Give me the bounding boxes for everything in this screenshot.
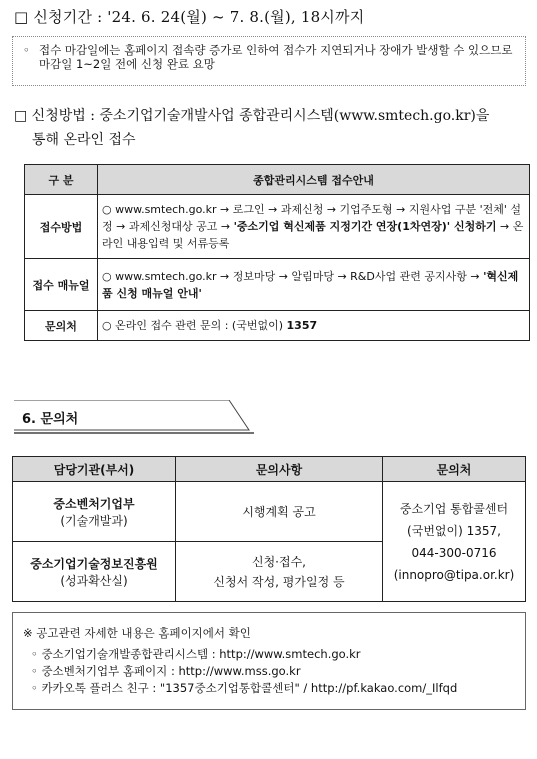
method-line2: 통해 온라인 접수	[32, 132, 136, 148]
link-kakao[interactable]: ◦ 카카오톡 플러스 친구 : "1357중소기업통합콜센터" / http://pf.kakao.com/_Ilfqd	[31, 681, 458, 695]
row-label-manual: 접수 매뉴얼	[25, 259, 98, 311]
org-dept: (기술개발과)	[60, 513, 128, 528]
org-cell-tipa	[13, 542, 176, 602]
row-text-contact: ○ 온라인 접수 관련 문의 : (국번없이) 1357	[98, 311, 530, 341]
row-label-method: 접수방법	[25, 195, 98, 259]
application-period: □ 신청기간 : '24. 6. 24(월) ~ 7. 8.(월), 18시까지	[14, 8, 365, 26]
org-cell-mss	[13, 482, 176, 542]
section6-heading	[14, 400, 254, 434]
notice-bullet: ◦	[23, 43, 30, 57]
submission-guide-table	[24, 164, 530, 341]
homepage-info-box	[12, 612, 526, 710]
table1-header-category: 구 분	[25, 165, 98, 195]
link-mss[interactable]: ◦ 중소벤처기업부 홈페이지 : http://www.mss.go.kr	[31, 664, 301, 678]
inquiry-table	[12, 456, 526, 602]
notice-text: 접수 마감일에는 홈페이지 접속량 증가로 인하여 접수가 지연되거나 장애가 발생할 수 있으므로 마감일 1~2일 전에 신청 완료 요망	[39, 43, 513, 71]
org-name: 중소벤처기업부	[53, 496, 135, 511]
notice-box	[12, 36, 526, 86]
homepage-info-heading: ※ 공고관련 자세한 내용은 홈페이지에서 확인	[23, 626, 251, 640]
row-label-contact: 문의처	[25, 311, 98, 341]
subject-cell-tipa: 신청·접수, 신청서 작성, 평가일정 등	[176, 542, 383, 602]
section6-title: 6. 문의처	[22, 412, 79, 427]
link-smtech[interactable]: ◦ 중소기업기술개발종합관리시스템 : http://www.smtech.go.kr	[31, 647, 361, 661]
table2-header-contact: 문의처	[383, 457, 526, 482]
method-line1: □ 신청방법 : 중소기업기술개발사업 종합관리시스템(www.smtech.go.kr)을	[14, 108, 490, 124]
subject-cell-mss: 시행계획 공고	[176, 482, 383, 542]
application-method	[14, 104, 529, 152]
contact-cell: 중소기업 통합콜센터 (국번없이) 1357, 044-300-0716 (innopro@tipa.or.kr)	[383, 482, 526, 602]
table2-header-org: 담당기관(부서)	[13, 457, 176, 482]
table1-header-guide: 종합관리시스템 접수안내	[98, 165, 530, 195]
org-name: 중소기업기술정보진흥원	[30, 556, 158, 571]
row-text-manual: ○ www.smtech.go.kr → 정보마당 → 알림마당 → R&D사업 관련 공지사항 → '혁신제품 신청 매뉴얼 안내'	[98, 259, 530, 311]
row-text-method: ○ www.smtech.go.kr → 로그인 → 과제신청 → 기업주도형 → 지원사업 구분 '전체' 설정 → 과제신청대상 공고 → '중소기업 혁신제품 지정기간 연장(1차연장)' 신청하기 → 온라인 내용입력 및 서류등록	[98, 195, 530, 259]
table2-header-subject: 문의사항	[176, 457, 383, 482]
org-dept: (성과확산실)	[60, 573, 128, 588]
